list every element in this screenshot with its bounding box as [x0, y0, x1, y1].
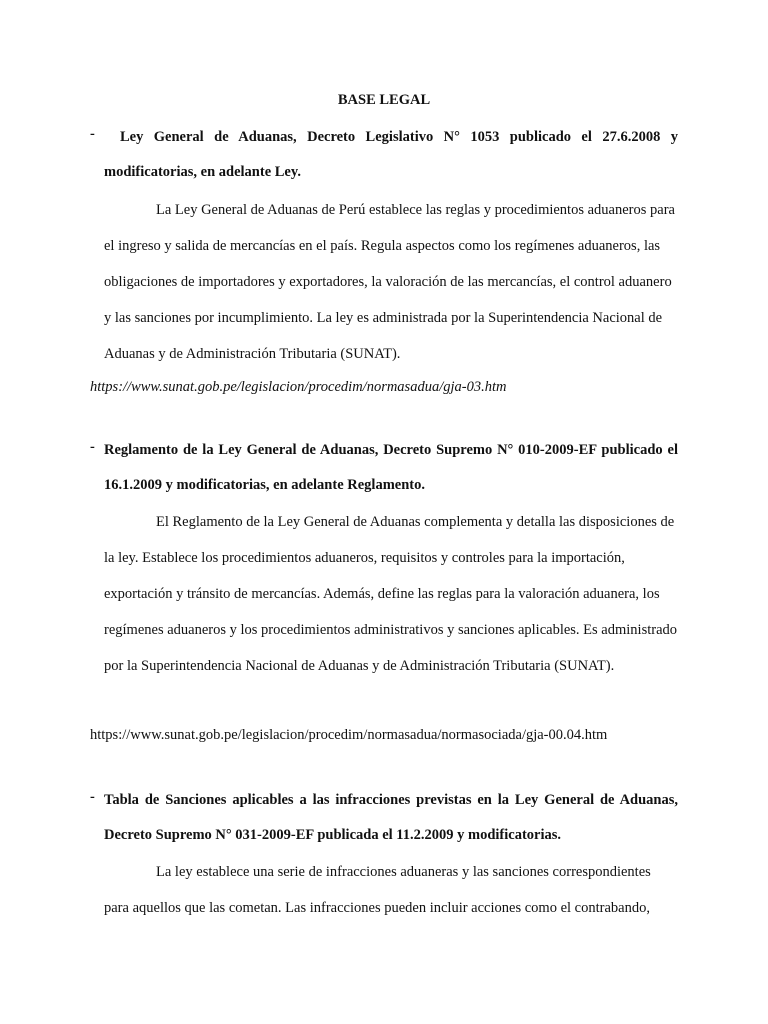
section-body: La Ley General de Aduanas de Perú establece las reglas y procedimientos aduaneros para el ingreso y salida de mercancías en el país. Regula aspectos como los regímenes aduaneros, las obligaciones de importadores y exportadores, la valoración de las mercancías, el control aduanero y las sanciones por incumplimiento. La ley es administrada por la Superintendencia Nacional de Aduanas y de Administración Tributaria (SUNAT). [104, 202, 675, 362]
section-heading: Tabla de Sanciones aplicables a las infracciones previstas en la Ley General de Aduanas, Decreto Supremo N° 031-2009-EF publicada el 11.2.2009 y modificatorias. [104, 792, 678, 843]
page-title: BASE LEGAL [337, 92, 431, 108]
legal-section-reglamento [90, 433, 678, 684]
bullet-dash: - [90, 439, 95, 455]
section-heading: Ley General de Aduanas, Decreto Legislativo N° 1053 publicado el 27.6.2008 y modificatorias, en adelante Ley. [104, 129, 678, 180]
legal-section-tabla-sanciones [90, 783, 678, 926]
section-body: La ley establece una serie de infracciones aduaneras y las sanciones correspondientes para aquellos que las cometan. Las infracciones pueden incluir acciones como el contrabando, [104, 864, 651, 916]
bullet-dash: - [90, 126, 95, 142]
legal-section-ley [90, 120, 678, 372]
bullet-dash: - [90, 789, 95, 805]
section-body: El Reglamento de la Ley General de Aduanas complementa y detalla las disposiciones de la ley. Establece los procedimientos aduaneros, requisitos y controles para la importación, exportación y tránsito de mercancías. Además, define las reglas para la valoración aduanera, los regímenes aduaneros y los procedimientos administrativos y sanciones aplicables. Es administrado por la Superintendencia Nacional de Aduanas y de Administración Tributaria (SUNAT). [104, 514, 678, 674]
source-link[interactable]: https://www.sunat.gob.pe/legislacion/procedim/normasadua/normasociada/gja-00.04.htm [90, 727, 608, 743]
section-heading: Reglamento de la Ley General de Aduanas, Decreto Supremo N° 010-2009-EF publicado el 16.1.2009 y modificatorias, en adelante Reglamento. [104, 442, 678, 493]
source-link[interactable]: https://www.sunat.gob.pe/legislacion/procedim/normasadua/gja-03.htm [90, 379, 507, 395]
